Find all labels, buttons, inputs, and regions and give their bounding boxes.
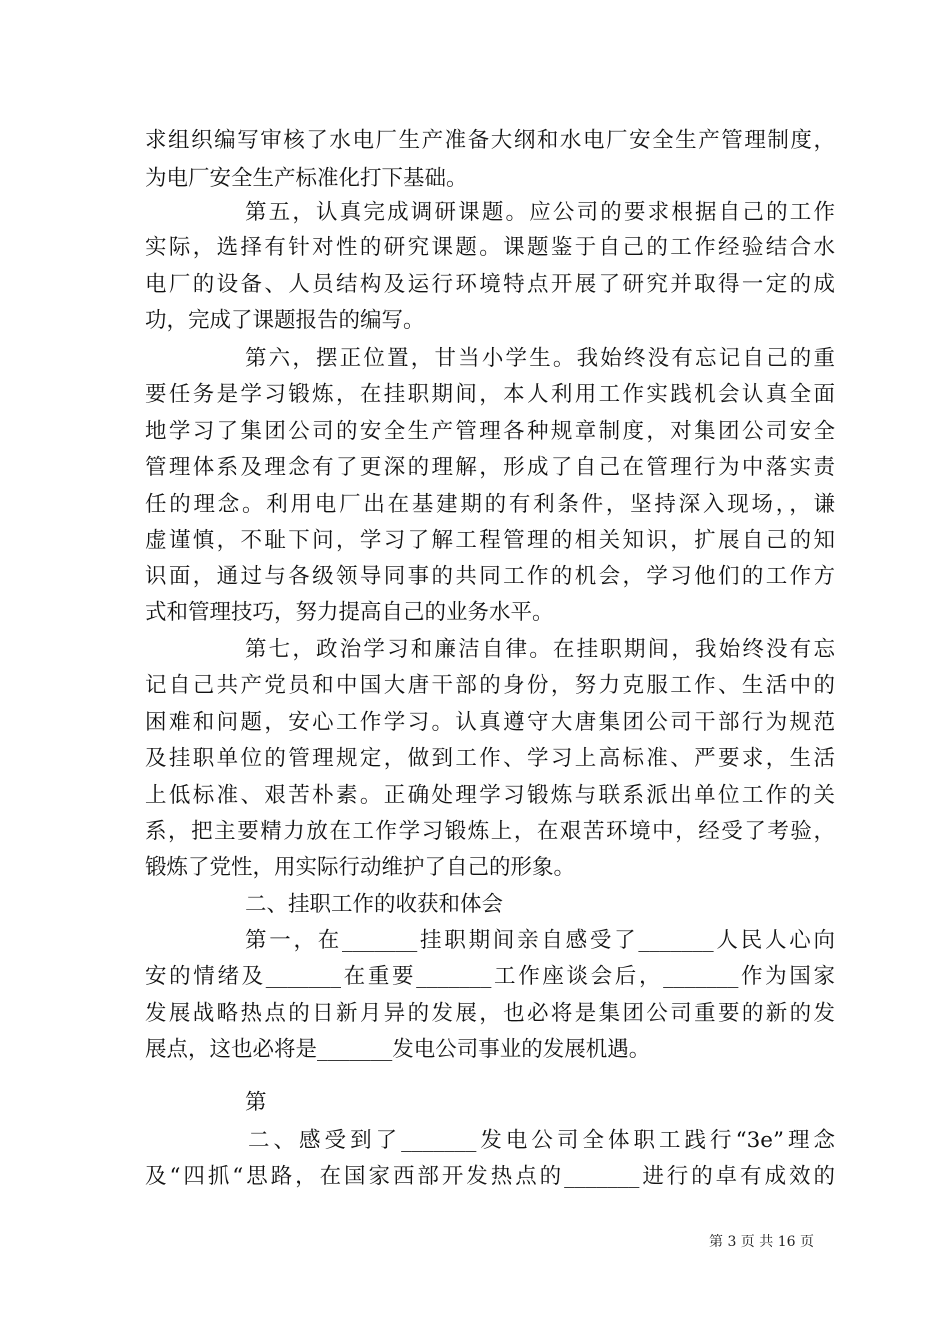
text-line: 第一，在_______挂职期间亲自感受了_______人民人心向	[245, 928, 835, 953]
text-line: 展点，这也必将是_______发电公司事业的发展机遇。	[145, 1037, 651, 1062]
text-line: 记自己共产党员和中国大唐干部的身份，努力克服工作、生活中的	[145, 673, 835, 698]
text-line: 虚谨慎，不耻下问，学习了解工程管理的相关知识，扩展自己的知	[145, 528, 835, 553]
text-line: 上低标准、艰苦朴素。正确处理学习锻炼与联系派出单位工作的关	[145, 783, 835, 808]
text-line: 二、感受到了_______发电公司全体职工践行“3e”理念	[248, 1128, 835, 1153]
text-line: 要任务是学习锻炼，在挂职期间，本人利用工作实践机会认真全面	[145, 382, 835, 407]
text-line: 识面，通过与各级领导同事的共同工作的机会，学习他们的工作方	[145, 564, 835, 589]
page-indicator: 第 3 页 共 16 页	[709, 1234, 814, 1250]
text-line: 及挂职单位的管理规定，做到工作、学习上高标准、严要求，生活	[145, 746, 835, 771]
text-line: 困难和问题，安心工作学习。认真遵守大唐集团公司干部行为规范	[145, 710, 835, 735]
text-line: 锻炼了党性，用实际行动维护了自己的形象。	[145, 855, 576, 880]
text-line: 任的理念。利用电厂出在基建期的有利条件，坚持深入现场，，谦	[145, 492, 835, 517]
text-line: 安的情绪及_______在重要_______工作座谈会后，_______作为国家	[145, 964, 835, 989]
text-line: 地学习了集团公司的安全生产管理各种规章制度，对集团公司安全	[145, 419, 835, 444]
text-line: 式和管理技巧，努力提高自己的业务水平。	[145, 600, 554, 625]
text-line: 电厂的设备、人员结构及运行环境特点开展了研究并取得一定的成	[145, 272, 835, 297]
text-line: 发展战略热点的日新月异的发展，也必将是集团公司重要的新的发	[145, 1001, 835, 1026]
text-line: 第七，政治学习和廉洁自律。在挂职期间，我始终没有忘	[245, 637, 835, 662]
text-line: 为电厂安全生产标准化打下基础。	[145, 166, 468, 191]
text-line: 第	[245, 1090, 267, 1115]
text-line: 系，把主要精力放在工作学习锻炼上，在艰苦环境中，经受了考验，	[145, 819, 835, 844]
text-line: 实际，选择有针对性的研究课题。课题鉴于自己的工作经验结合水	[145, 235, 835, 260]
section-heading: 二、挂职工作的收获和体会	[245, 892, 504, 917]
text-line: 功，完成了课题报告的编写。	[145, 308, 425, 333]
text-line: 第六，摆正位置，甘当小学生。我始终没有忘记自己的重	[245, 346, 835, 371]
text-line: 管理体系及理念有了更深的理解，形成了自己在管理行为中落实责	[145, 455, 835, 480]
text-line: 及“四抓“思路，在国家西部开发热点的_______进行的卓有成效的	[145, 1164, 835, 1189]
text-line: 第五，认真完成调研课题。应公司的要求根据自己的工作	[245, 200, 835, 225]
text-line: 求组织编写审核了水电厂生产准备大纲和水电厂安全生产管理制度，	[145, 128, 835, 153]
